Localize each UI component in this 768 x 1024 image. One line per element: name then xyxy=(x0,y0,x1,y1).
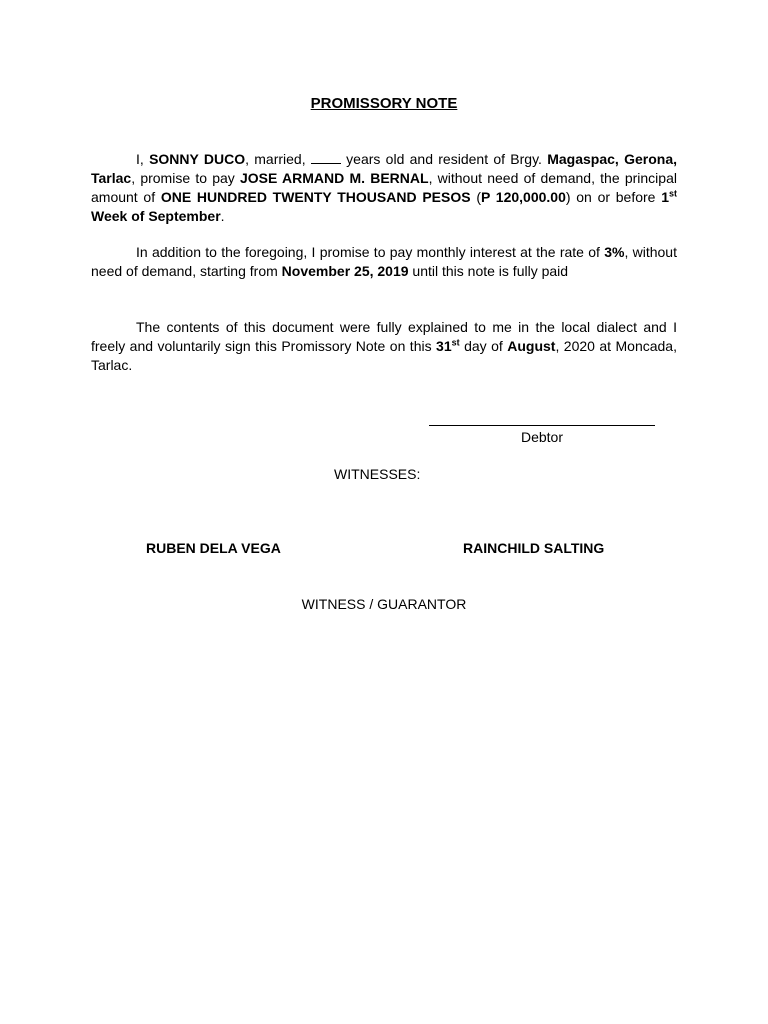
debtor-address: Magaspac, Gerona, Tarlac xyxy=(91,151,677,186)
age-blank xyxy=(311,151,341,164)
debtor-name: SONNY DUCO xyxy=(149,151,246,167)
debtor-label: Debtor xyxy=(520,429,564,445)
document-title: PROMISSORY NOTE xyxy=(310,95,458,112)
paragraph-principal: I, SONNY DUCO, married, years old and resident of Brgy. Magaspac, Gerona, Tarlac, promise to pay JOSE ARMAND M. BERNAL, without need of demand, the principal amount of ONE HUNDRED TWENTY THOUSAND PESOS (P 120,000.00) on or before 1st Week of September. xyxy=(91,151,678,224)
creditor-name: JOSE ARMAND M. BERNAL xyxy=(240,170,429,186)
interest-rate: 3% xyxy=(604,244,625,260)
witnesses-heading: WITNESSES: xyxy=(334,466,421,482)
witness-name-1: RUBEN DELA VEGA xyxy=(146,540,281,556)
signing-month: August xyxy=(507,338,556,354)
amount-figure: P 120,000.00 xyxy=(480,189,566,205)
witness-guarantor-label: WITNESS / GUARANTOR xyxy=(301,596,467,612)
witness-name-2: RAINCHILD SALTING xyxy=(463,540,605,556)
amount-words: ONE HUNDRED TWENTY THOUSAND PESOS xyxy=(160,189,471,205)
paragraph-interest: In addition to the foregoing, I promise to pay monthly interest at the rate of 3%, without need of demand, starting from November 25, 2019 until this note is fully paid xyxy=(91,244,677,279)
interest-start-date: November 25, 2019 xyxy=(281,263,409,279)
due-date: 1st Week of September xyxy=(91,188,678,224)
debtor-signature-line xyxy=(429,425,655,426)
paragraph-acknowledgement: The contents of this document were fully explained to me in the local dialect and I freely and voluntarily sign this Promissory Note on this 31st day of August, 2020 at Moncada, Tarlac. xyxy=(91,319,677,373)
signing-day: 31st xyxy=(436,337,460,354)
